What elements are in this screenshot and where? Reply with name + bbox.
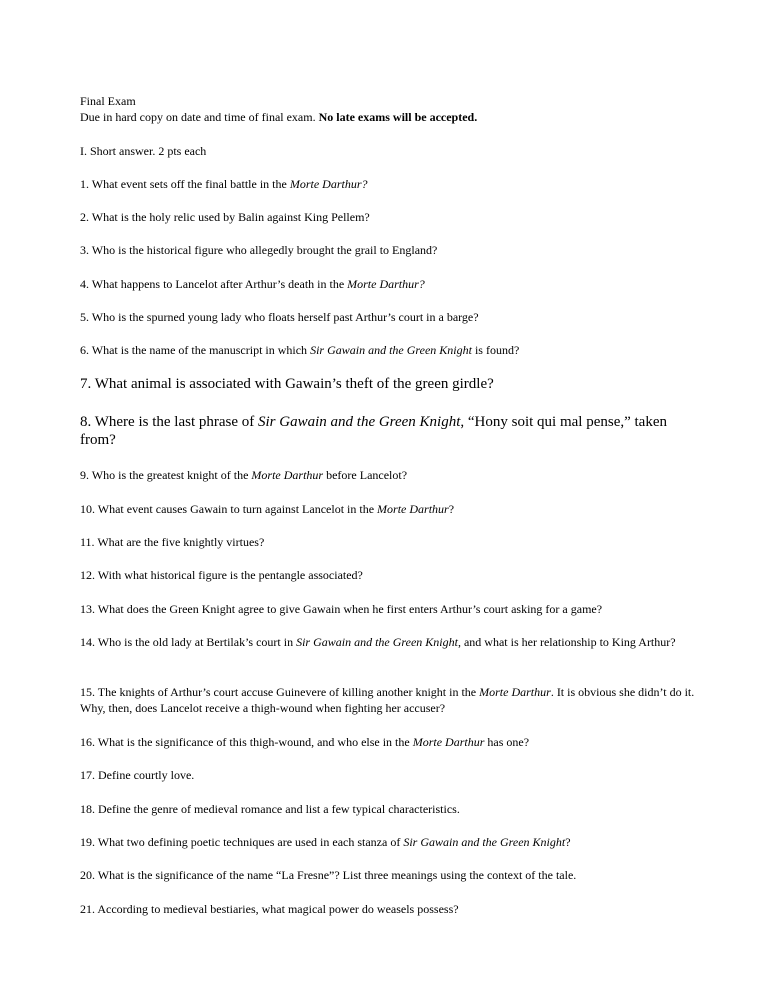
- question-7: 7. What animal is associated with Gawain’s theft of the green girdle?: [80, 376, 494, 392]
- question-1: 1. What event sets off the final battle in the Morte Darthur?: [80, 177, 368, 191]
- question-19: 19. What two defining poetic techniques are used in each stanza of Sir Gawain and the Green Knight?: [80, 835, 571, 849]
- due-text: Due in hard copy on date and time of final exam.: [80, 110, 316, 124]
- question-4: 4. What happens to Lancelot after Arthur’s death in the Morte Darthur?: [80, 277, 425, 291]
- section-heading: I. Short answer. 2 pts each: [80, 144, 207, 158]
- question-9: 9. Who is the greatest knight of the Morte Darthur before Lancelot?: [80, 468, 408, 482]
- question-17: 17. Define courtly love.: [80, 768, 195, 782]
- question-20: 20. What is the significance of the name “La Fresne”? List three meanings using the context of the tale.: [80, 868, 577, 882]
- question-3: 3. Who is the historical figure who allegedly brought the grail to England?: [80, 243, 438, 257]
- due-line: [80, 109, 477, 125]
- question-18: 18. Define the genre of medieval romance and list a few typical characteristics.: [80, 802, 460, 816]
- question-21: 21. According to medieval bestiaries, what magical power do weasels possess?: [80, 902, 459, 916]
- question-6: 6. What is the name of the manuscript in which Sir Gawain and the Green Knight is found?: [80, 343, 520, 357]
- late-notice: No late exams will be accepted.: [318, 110, 478, 124]
- question-8: 8. Where is the last phrase of Sir Gawain and the Green Knight, “Hony soit qui mal pense,” taken from?: [80, 414, 667, 448]
- question-14: 14. Who is the old lady at Bertilak’s court in Sir Gawain and the Green Knight, and what is her relationship to King Arthur?: [80, 635, 676, 649]
- question-2: 2. What is the holy relic used by Balin against King Pellem?: [80, 210, 370, 224]
- question-16: 16. What is the significance of this thigh-wound, and who else in the Morte Darthur has one?: [80, 735, 530, 749]
- question-11: 11. What are the five knightly virtues?: [80, 535, 265, 549]
- question-5: 5. Who is the spurned young lady who floats herself past Arthur’s court in a barge?: [80, 310, 479, 324]
- question-10: 10. What event causes Gawain to turn against Lancelot in the Morte Darthur?: [80, 502, 455, 516]
- question-13: 13. What does the Green Knight agree to give Gawain when he first enters Arthur’s court asking for a game?: [80, 602, 603, 616]
- question-15: 15. The knights of Arthur’s court accuse Guinevere of killing another knight in the Morte Darthur. It is obvious she didn’t do it. Why, then, does Lancelot receive a thigh-wound when fighting her accuser?: [80, 685, 695, 715]
- exam-title: Final Exam: [80, 94, 136, 108]
- question-12: 12. With what historical figure is the pentangle associated?: [80, 568, 363, 582]
